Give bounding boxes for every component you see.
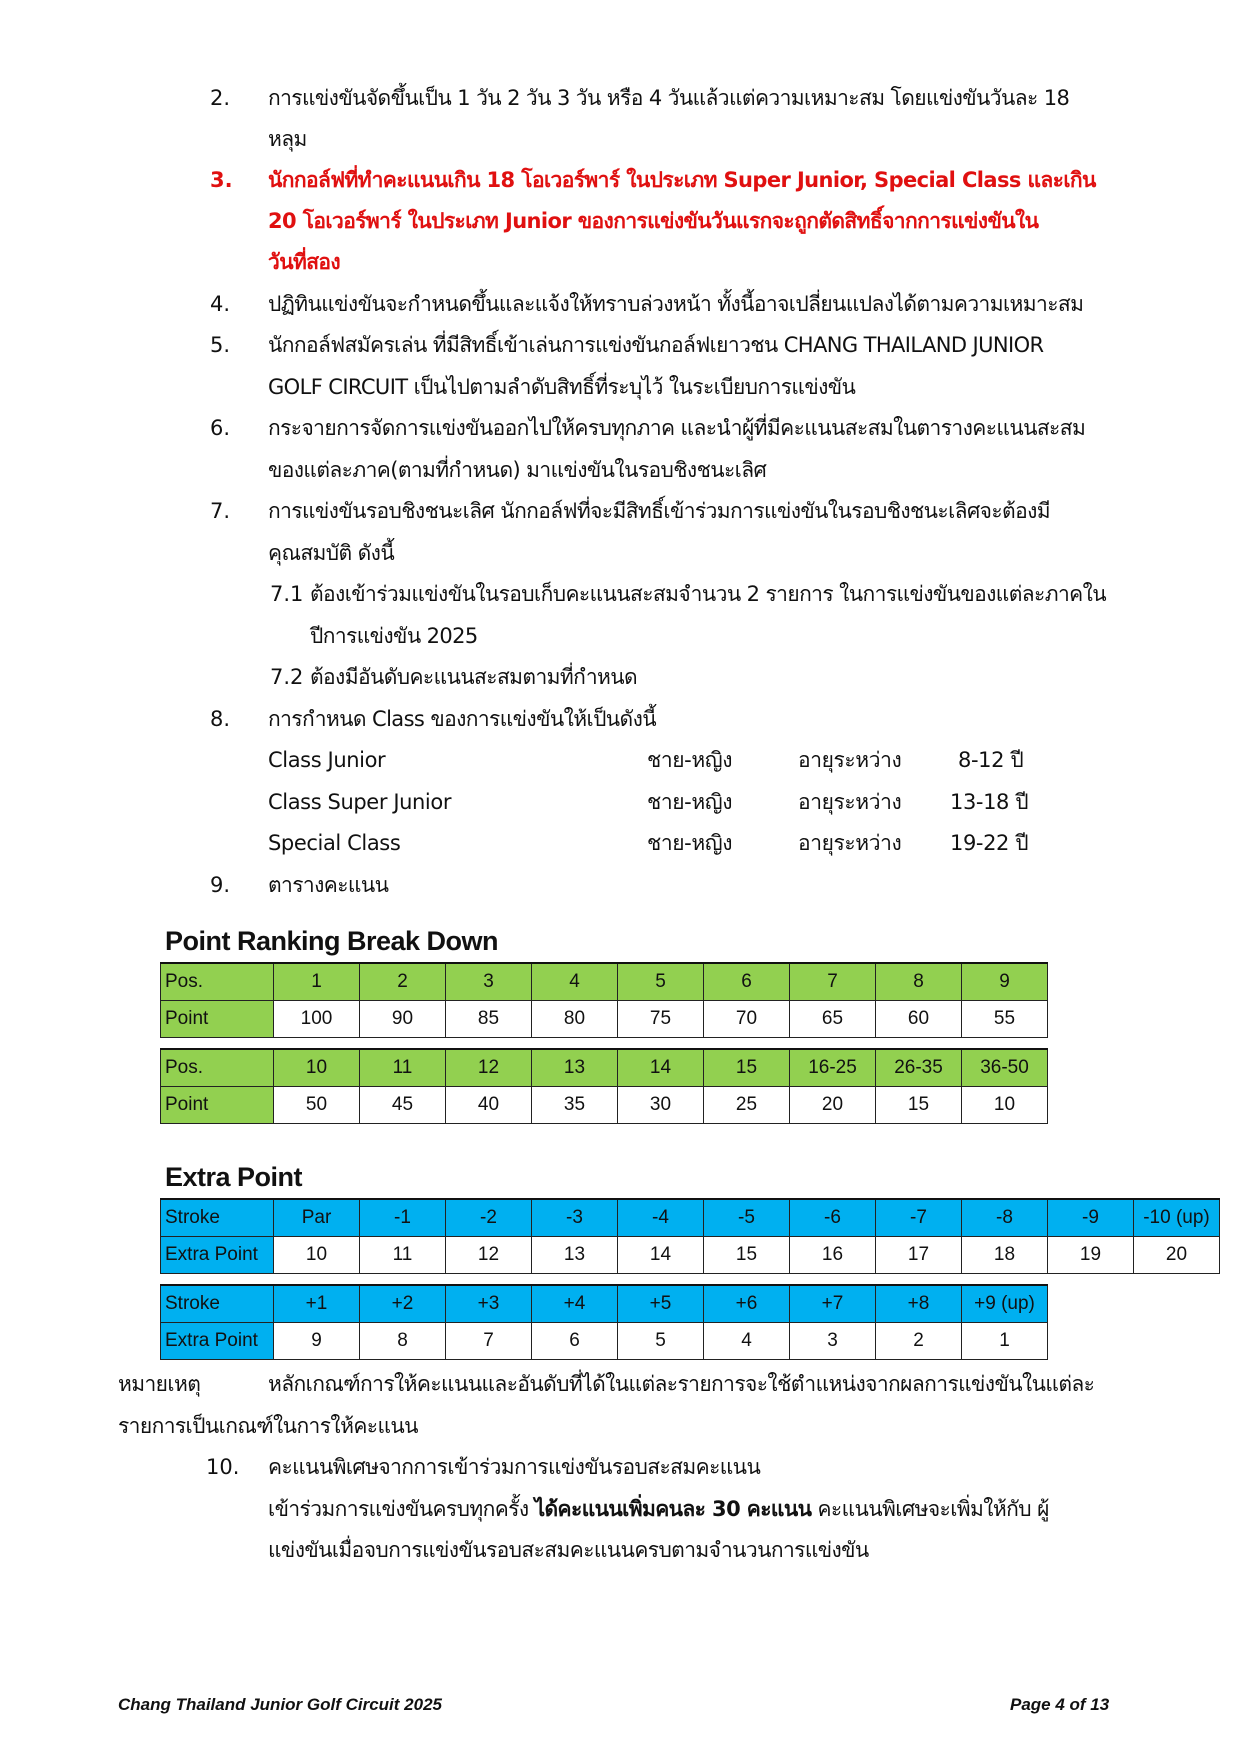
item-text-part: คะแนนพิเศษจะเพิ่มให้กับ ผู้: [811, 1497, 1049, 1521]
stroke-cell: -2: [446, 1199, 532, 1237]
point-cell: 65: [790, 1001, 876, 1038]
extra-point-table-2: [160, 1284, 1048, 1360]
stroke-cell: +5: [618, 1285, 704, 1323]
point-cell: 80: [532, 1001, 618, 1038]
position-cell: 2: [360, 963, 446, 1001]
page-number: Page 4 of 13: [1010, 1695, 1110, 1714]
class-gender: ชาย-หญิง: [647, 831, 733, 855]
class-age: 19-22 ปี: [950, 831, 1029, 855]
stroke-cell: -1: [360, 1199, 446, 1237]
extra-point-cell: 12: [446, 1237, 532, 1274]
stroke-cell: -6: [790, 1199, 876, 1237]
item-number: 10.: [206, 1455, 240, 1479]
item-number: 4.: [210, 292, 231, 316]
item-number: 9.: [210, 873, 231, 897]
stroke-cell: +6: [704, 1285, 790, 1323]
position-cell: 12: [446, 1049, 532, 1087]
extra-point-cell: 7: [446, 1323, 532, 1360]
point-cell: 30: [618, 1087, 704, 1124]
extra-point-cell: 15: [704, 1237, 790, 1274]
item-text: คุณสมบัติ ดังนี้: [268, 541, 395, 565]
point-cell: 10: [962, 1087, 1048, 1124]
item-number: 5.: [210, 333, 231, 357]
point-cell: 25: [704, 1087, 790, 1124]
class-name: Special Class: [268, 831, 401, 855]
note-label: หมายเหตุ: [118, 1372, 201, 1396]
position-cell: 16-25: [790, 1049, 876, 1087]
stroke-cell: +9 (up): [962, 1285, 1048, 1323]
extra-point-cell: 20: [1134, 1237, 1220, 1274]
extra-point-cell: 3: [790, 1323, 876, 1360]
point-cell: 70: [704, 1001, 790, 1038]
point-cell: 15: [876, 1087, 962, 1124]
stroke-cell: -10 (up): [1134, 1199, 1220, 1237]
extra-point-cell: 8: [360, 1323, 446, 1360]
item-text: ปฏิทินแข่งขันจะกำหนดขึ้นและแจ้งให้ทราบล่วงหน้า ทั้งนี้อาจเปลี่ยนแปลงได้ตามความเหมาะสม: [268, 292, 1084, 316]
bonus-points-emphasis: ได้คะแนนเพิ่มคนละ 30 คะแนน: [534, 1497, 812, 1521]
value-row: [161, 1237, 1220, 1274]
item-number: 7.: [210, 499, 231, 523]
class-gender: ชาย-หญิง: [647, 748, 733, 772]
sub-item-text: ต้องเข้าร่วมแข่งขันในรอบเก็บคะแนนสะสมจำนวน 2 รายการ ในการแข่งขันของแต่ละภาคใน: [310, 582, 1107, 606]
stroke-cell: +4: [532, 1285, 618, 1323]
row-label: Extra Point: [161, 1237, 274, 1274]
stroke-cell: -3: [532, 1199, 618, 1237]
ranking-table-2: [160, 1048, 1048, 1124]
position-cell: 9: [962, 963, 1048, 1001]
class-age: 8-12 ปี: [958, 748, 1024, 772]
extra-point-cell: 5: [618, 1323, 704, 1360]
position-cell: 3: [446, 963, 532, 1001]
stroke-cell: +3: [446, 1285, 532, 1323]
item-text: แข่งขันเมื่อจบการแข่งขันรอบสะสมคะแนนครบตามจำนวนการแข่งขัน: [268, 1538, 869, 1562]
position-cell: 8: [876, 963, 962, 1001]
point-cell: 100: [274, 1001, 360, 1038]
position-cell: 15: [704, 1049, 790, 1087]
class-age-label: อายุระหว่าง: [798, 790, 902, 814]
value-row: [161, 1087, 1048, 1124]
extra-point-cell: 11: [360, 1237, 446, 1274]
position-cell: 7: [790, 963, 876, 1001]
item-text: นักกอล์ฟสมัครเล่น ที่มีสิทธิ์เข้าเล่นการแข่งขันกอล์ฟเยาวชน CHANG THAILAND JUNIOR: [268, 333, 1044, 357]
header-row: [161, 1285, 1048, 1323]
class-gender: ชาย-หญิง: [647, 790, 733, 814]
item-text: ของแต่ละภาค(ตามที่กำหนด) มาแข่งขันในรอบชิงชนะเลิศ: [268, 458, 767, 482]
position-cell: 13: [532, 1049, 618, 1087]
ranking-title: Point Ranking Break Down: [165, 926, 499, 956]
stroke-cell: -9: [1048, 1199, 1134, 1237]
extra-point-cell: 6: [532, 1323, 618, 1360]
class-age: 13-18 ปี: [950, 790, 1029, 814]
stroke-cell: -4: [618, 1199, 704, 1237]
point-cell: 55: [962, 1001, 1048, 1038]
point-cell: 50: [274, 1087, 360, 1124]
extra-point-cell: 1: [962, 1323, 1048, 1360]
position-cell: 4: [532, 963, 618, 1001]
note-text: รายการเป็นเกณฑ์ในการให้คะแนน: [118, 1414, 418, 1438]
footer-title: Chang Thailand Junior Golf Circuit 2025: [118, 1695, 442, 1714]
stroke-cell: -5: [704, 1199, 790, 1237]
item-text: การกำหนด Class ของการแข่งขันให้เป็นดังนี้: [268, 707, 656, 731]
class-age-label: อายุระหว่าง: [798, 831, 902, 855]
stroke-cell: +2: [360, 1285, 446, 1323]
point-cell: 35: [532, 1087, 618, 1124]
stroke-cell: -7: [876, 1199, 962, 1237]
item-text: กระจายการจัดการแข่งขันออกไปให้ครบทุกภาค และนำผู้ที่มีคะแนนสะสมในตารางคะแนนสะสม: [268, 416, 1086, 440]
position-cell: 11: [360, 1049, 446, 1087]
stroke-cell: +1: [274, 1285, 360, 1323]
item-text-highlight: วันที่สอง: [268, 250, 341, 274]
extra-point-cell: 14: [618, 1237, 704, 1274]
value-row: [161, 1323, 1048, 1360]
stroke-cell: Par: [274, 1199, 360, 1237]
extra-point-cell: 19: [1048, 1237, 1134, 1274]
position-cell: 10: [274, 1049, 360, 1087]
position-cell: 1: [274, 963, 360, 1001]
item-text-highlight: นักกอล์ฟที่ทำคะแนนเกิน 18 โอเวอร์พาร์ ในประเภท Super Junior, Special Class และเกิน: [268, 168, 1096, 192]
point-cell: 45: [360, 1087, 446, 1124]
item-text: คะแนนพิเศษจากการเข้าร่วมการแข่งขันรอบสะสมคะแนน: [268, 1455, 761, 1479]
item-text-part: เข้าร่วมการแข่งขันครบทุกครั้ง: [268, 1497, 535, 1521]
extra-point-table-1: [160, 1198, 1220, 1274]
row-label: Stroke: [161, 1285, 274, 1323]
sub-item-number: 7.1: [270, 582, 304, 606]
header-row: [161, 1049, 1048, 1087]
item-text-highlight: 20 โอเวอร์พาร์ ในประเภท Junior ของการแข่งขันวันแรกจะถูกตัดสิทธิ์จากการแข่งขันใน: [268, 209, 1039, 233]
class-name: Class Junior: [268, 748, 386, 772]
extra-point-cell: 16: [790, 1237, 876, 1274]
extra-point-cell: 17: [876, 1237, 962, 1274]
item-text: หลุม: [268, 127, 307, 151]
extra-point-cell: 18: [962, 1237, 1048, 1274]
item-text: GOLF CIRCUIT เป็นไปตามลำดับสิทธิ์ที่ระบุไว้ ในระเบียบการแข่งขัน: [268, 375, 856, 399]
value-row: [161, 1001, 1048, 1038]
extra-point-cell: 9: [274, 1323, 360, 1360]
item-number: 2.: [210, 86, 231, 110]
stroke-cell: +7: [790, 1285, 876, 1323]
sub-item-number: 7.2: [270, 665, 304, 689]
extra-point-title: Extra Point: [165, 1162, 303, 1192]
point-cell: 90: [360, 1001, 446, 1038]
stroke-cell: -8: [962, 1199, 1048, 1237]
row-label: Pos.: [161, 963, 274, 1001]
point-cell: 60: [876, 1001, 962, 1038]
position-cell: 26-35: [876, 1049, 962, 1087]
sub-item-text: ปีการแข่งขัน 2025: [310, 624, 478, 648]
row-label: Point: [161, 1001, 274, 1038]
class-name: Class Super Junior: [268, 790, 452, 814]
header-row: [161, 1199, 1220, 1237]
item-text: ตารางคะแนน: [268, 873, 389, 897]
extra-point-cell: 4: [704, 1323, 790, 1360]
item-number: 3.: [210, 168, 233, 192]
point-cell: 85: [446, 1001, 532, 1038]
item-text: การแข่งขันจัดขึ้นเป็น 1 วัน 2 วัน 3 วัน หรือ 4 วันแล้วแต่ความเหมาะสม โดยแข่งขันวันละ 18: [268, 86, 1070, 110]
position-cell: 36-50: [962, 1049, 1048, 1087]
item-text: การแข่งขันรอบชิงชนะเลิศ นักกอล์ฟที่จะมีสิทธิ์เข้าร่วมการแข่งขันในรอบชิงชนะเลิศจะต้องมี: [268, 499, 1051, 523]
stroke-cell: +8: [876, 1285, 962, 1323]
header-row: [161, 963, 1048, 1001]
class-age-label: อายุระหว่าง: [798, 748, 902, 772]
item-text: [268, 1495, 1049, 1523]
position-cell: 5: [618, 963, 704, 1001]
row-label: Pos.: [161, 1049, 274, 1087]
extra-point-cell: 2: [876, 1323, 962, 1360]
row-label: Point: [161, 1087, 274, 1124]
extra-point-cell: 10: [274, 1237, 360, 1274]
point-cell: 75: [618, 1001, 704, 1038]
point-cell: 20: [790, 1087, 876, 1124]
ranking-table-1: [160, 962, 1048, 1038]
note-text: หลักเกณฑ์การให้คะแนนและอันดับที่ได้ในแต่ละรายการจะใช้ตำแหน่งจากผลการแข่งขันในแต่ละ: [268, 1372, 1095, 1396]
item-number: 8.: [210, 707, 231, 731]
sub-item-text: ต้องมีอันดับคะแนนสะสมตามที่กำหนด: [310, 665, 638, 689]
position-cell: 6: [704, 963, 790, 1001]
position-cell: 14: [618, 1049, 704, 1087]
item-number: 6.: [210, 416, 231, 440]
point-cell: 40: [446, 1087, 532, 1124]
row-label: Extra Point: [161, 1323, 274, 1360]
extra-point-cell: 13: [532, 1237, 618, 1274]
row-label: Stroke: [161, 1199, 274, 1237]
